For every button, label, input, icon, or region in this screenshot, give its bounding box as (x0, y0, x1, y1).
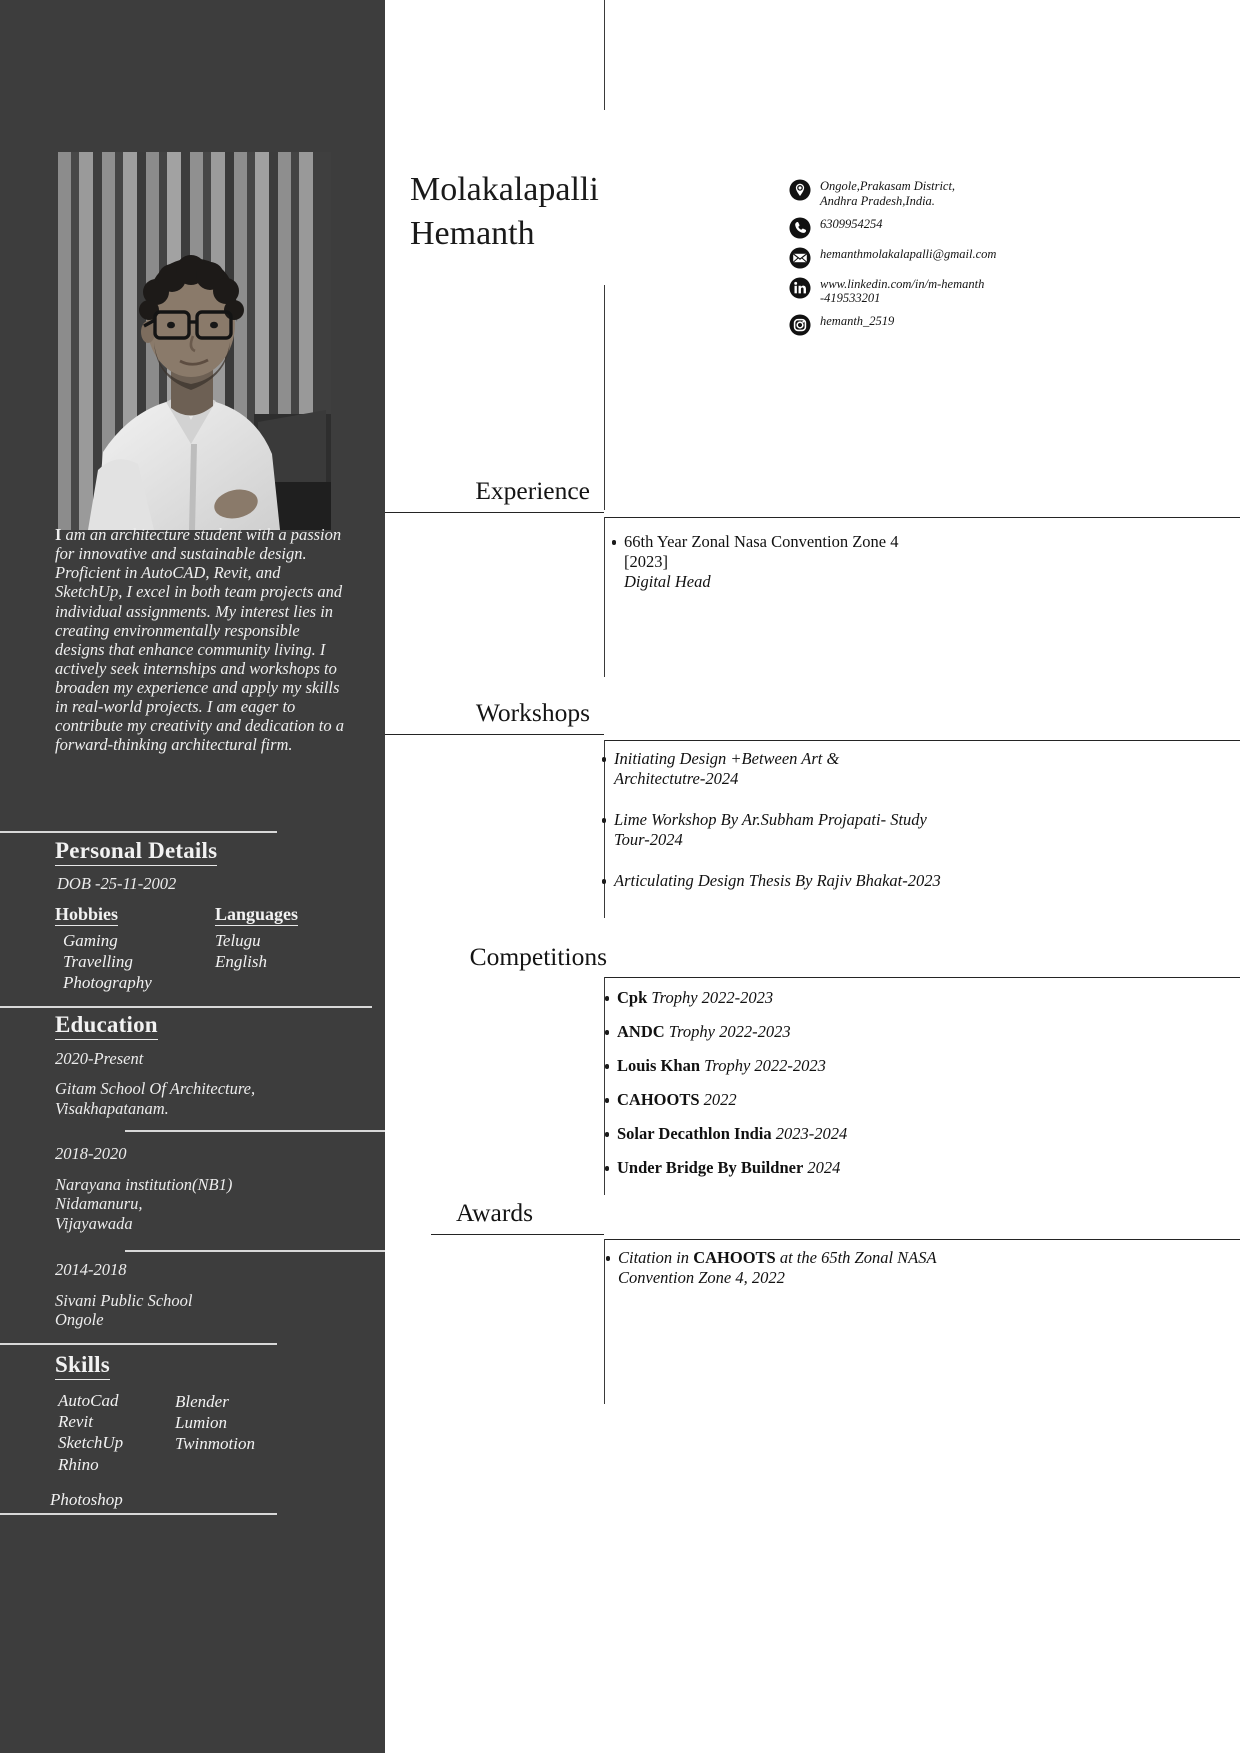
education-school-line1: Narayana institution(NB1) (55, 1174, 233, 1194)
location-pin-icon (789, 179, 811, 201)
award-item (618, 1248, 1138, 1288)
linkedin-icon (789, 277, 811, 299)
divider-personal (0, 831, 277, 833)
education-school-line3: Vijayawada (55, 1213, 133, 1233)
education-item (0, 1260, 385, 1329)
competition-name: Solar Decathlon India (617, 1124, 772, 1143)
contact-row-phone[interactable] (789, 216, 1229, 239)
workshop-line1: Articulating Design Thesis By Rajiv Bhakat-2023 (614, 871, 941, 890)
skill-item: AutoCad (58, 1390, 119, 1410)
page-title (410, 168, 740, 255)
competition-text (617, 1056, 1137, 1076)
instagram-icon (789, 314, 811, 336)
competition-detail: Trophy 2022-2023 (700, 1056, 826, 1075)
skill-item: Blender (175, 1391, 229, 1411)
education-years: 2018-2020 (55, 1144, 127, 1164)
contact-row-email[interactable] (789, 246, 1229, 269)
bio-lead: I (55, 525, 62, 544)
language-item: Telugu (215, 930, 261, 950)
bio-text: am an architecture student with a passion for innovative and sustainable design. Proficient in AutoCAD, Revit, and SketchUp, I excel in both team projects and individual assignments. My interest lies in creating environmentally responsible designs that enhance community living. I actively seek internships and workshops to broaden my experience and apply my skills in real-world projects. I am eager to contribute my creativity and dedication to a forward-thinking architectural firm. (55, 525, 344, 755)
education-years: 2020-Present (55, 1048, 144, 1068)
competition-name: CAHOOTS (617, 1090, 700, 1109)
competition-text (617, 1124, 1137, 1144)
timeline-bullet (602, 818, 607, 823)
award-post: at the 65th Zonal NASA (775, 1248, 937, 1267)
workshops-heading: Workshops (475, 698, 590, 727)
contact-instagram-text: hemanth_2519 (820, 314, 895, 328)
competition-detail: Trophy 2022-2023 (647, 988, 774, 1007)
timeline-bullet (605, 1166, 610, 1171)
education-school-line1: Sivani Public School (55, 1290, 193, 1310)
competition-item (617, 1124, 1137, 1144)
competition-name: Louis Khan (617, 1056, 700, 1075)
profile-photo (58, 152, 331, 530)
award-competition-name: CAHOOTS (693, 1248, 776, 1267)
hobby-item: Travelling (63, 952, 133, 972)
section-education (0, 1012, 385, 1329)
rule-experience-left (385, 512, 604, 513)
competition-text (617, 1090, 1137, 1110)
skill-item: Lumion (175, 1413, 227, 1432)
timeline-awards (604, 1239, 605, 1404)
workshop-line2: Tour-2024 (614, 829, 683, 849)
skill-item: SketchUp (58, 1433, 124, 1453)
skills-heading: Skills (55, 1352, 110, 1380)
competition-item (617, 1158, 1137, 1178)
timeline-workshops (604, 740, 605, 918)
personal-details-heading: Personal Details (55, 838, 217, 866)
divider-education (0, 1006, 372, 1008)
competition-name: Cpk (617, 988, 648, 1007)
decor-rule-experience (604, 285, 605, 510)
contact-location-line2: Andhra Pradesh,India. (820, 193, 935, 208)
contact-linkedin-line2: -419533201 (820, 291, 881, 306)
competition-text (617, 1158, 1137, 1178)
contact-location-text (820, 178, 955, 209)
competition-name: ANDC (617, 1022, 665, 1041)
divider-skills-bottom (0, 1513, 277, 1515)
workshop-line1: Lime Workshop By Ar.Subham Projapati- Study (614, 810, 927, 829)
competition-detail: 2023-2024 (771, 1124, 848, 1143)
hobby-item: Gaming (63, 930, 118, 950)
timeline-bullet (612, 540, 617, 545)
timeline-bullet (605, 1098, 610, 1103)
sidebar (0, 0, 385, 1753)
rule-workshops-right (604, 740, 1240, 741)
bio-paragraph (55, 525, 345, 755)
hobby-item: Photography (63, 973, 152, 993)
contact-email-text: hemanthmolakalapalli@gmail.com (820, 246, 997, 261)
experience-title: 66th Year Zonal Nasa Convention Zone 4 (624, 532, 899, 551)
timeline-bullet (602, 879, 607, 884)
hobbies-block (55, 904, 215, 993)
competition-name: Under Bridge By Buildner (617, 1158, 804, 1177)
competition-detail: 2024 (803, 1158, 841, 1177)
timeline-competitions (604, 977, 605, 1195)
workshop-item (614, 749, 1114, 789)
decor-rule-top (604, 0, 605, 110)
education-school-line2: Visakhapatanam. (55, 1098, 169, 1118)
award-text-line2: Convention Zone 4, 2022 (618, 1267, 785, 1287)
main-content (385, 0, 1240, 1753)
contact-list (789, 178, 1229, 343)
experience-year: [2023] (624, 551, 668, 571)
award-pre: Citation in (618, 1248, 694, 1267)
contact-row-instagram[interactable] (789, 313, 1229, 336)
experience-role: Digital Head (624, 571, 711, 591)
skill-item: Photoshop (50, 1489, 123, 1509)
workshop-item (614, 810, 1124, 850)
name-line-1: Molakalapalli (410, 171, 599, 208)
contact-row-linkedin[interactable] (789, 276, 1229, 307)
email-icon (789, 247, 811, 269)
workshop-line1: Initiating Design +Between Art & (614, 749, 840, 768)
education-school-line1: Gitam School Of Architecture, (55, 1079, 256, 1099)
rule-awards-right (604, 1239, 1240, 1240)
rule-competitions-right (604, 977, 1240, 978)
skills-column-1 (50, 1390, 175, 1475)
contact-phone-text: 6309954254 (820, 216, 883, 231)
education-heading: Education (55, 1012, 158, 1040)
timeline-bullet (605, 1030, 610, 1035)
awards-heading: Awards (456, 1198, 533, 1227)
timeline-experience (604, 517, 605, 677)
languages-heading: Languages (215, 904, 299, 925)
competition-item (617, 1022, 1137, 1042)
name-line-2: Hemanth (410, 214, 535, 252)
profile-photo-image (58, 152, 331, 530)
hobbies-heading: Hobbies (55, 904, 119, 925)
competition-text (617, 988, 1137, 1008)
competition-item (617, 1090, 1137, 1110)
languages-block (215, 904, 298, 993)
divider-education-1 (125, 1130, 385, 1132)
timeline-bullet (606, 1256, 611, 1261)
competitions-heading: Competitions (469, 942, 607, 971)
section-skills (0, 1352, 385, 1510)
education-item (0, 1144, 385, 1233)
workshop-item (614, 871, 1124, 891)
award-text-line1 (618, 1248, 1138, 1268)
skill-item: Twinmotion (175, 1434, 255, 1454)
competition-text (617, 1022, 1137, 1042)
contact-linkedin-text (820, 276, 984, 307)
competition-item (617, 988, 1137, 1008)
language-item: English (215, 952, 267, 972)
skill-item: Revit (58, 1412, 93, 1431)
education-school-line2: Nidamanuru, (55, 1194, 143, 1214)
competition-item (617, 1056, 1137, 1076)
contact-linkedin-line1: www.linkedin.com/in/m-hemanth (820, 276, 985, 291)
education-item (0, 1049, 385, 1118)
skill-item: Rhino (58, 1454, 99, 1474)
skills-column-2 (175, 1390, 255, 1475)
competition-detail: Trophy 2022-2023 (664, 1022, 791, 1041)
education-school-line2: Ongole (55, 1309, 104, 1329)
competition-detail: 2022 (699, 1090, 737, 1109)
experience-heading: Experience (475, 476, 590, 505)
phone-icon (789, 217, 811, 239)
rule-experience-right (604, 517, 1240, 518)
divider-skills (0, 1343, 277, 1345)
divider-education-2 (125, 1250, 385, 1252)
experience-item (624, 532, 1124, 591)
timeline-bullet (605, 996, 610, 1001)
education-years: 2014-2018 (55, 1260, 127, 1280)
section-personal-details (0, 838, 385, 994)
timeline-bullet (605, 1064, 610, 1069)
workshop-line2: Architectutre-2024 (614, 768, 739, 788)
timeline-bullet (605, 1132, 610, 1137)
rule-workshops-left (385, 734, 604, 735)
rule-awards-left (431, 1234, 604, 1235)
timeline-bullet (602, 757, 607, 762)
contact-location-line1: Ongole,Prakasam District, (820, 179, 956, 193)
dob-text: DOB -25-11-2002 (57, 873, 177, 893)
contact-row-location[interactable] (789, 178, 1229, 209)
